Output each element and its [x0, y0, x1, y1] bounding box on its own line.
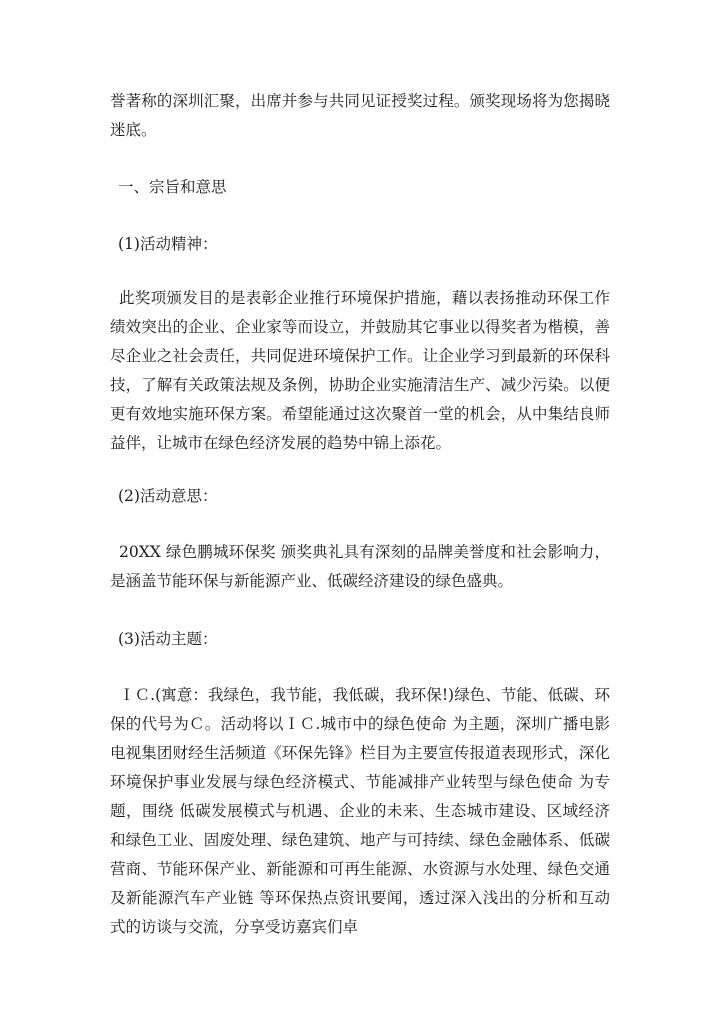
meaning-paragraph: 20XX 绿色鹏城环保奖 颁奖典礼具有深刻的品牌美誉度和社会影响力，是涵盖节能环保与新能源产业、低碳经济建设的绿色盛典。 [110, 543, 610, 590]
spirit-paragraph: 此奖项颁发目的是表彰企业推行环境保护措施，藉以表扬推动环保工作绩效突出的企业、企业家等而设立，并鼓励其它事业以得奖者为楷模，善尽企业之社会责任，共同促进环境保护工作。让企业学习到最新的环保科技，了解有关政策法规及条例，协助企业实施清洁生产、减少污染。以便更有效地实施环保方案。希望能通过这次聚首一堂的机会，从中集结良师益伴，让城市在绿色经济发展的趋势中锦上添花。 [110, 289, 610, 452]
section-heading: 一、宗旨和意思 [118, 178, 227, 196]
intro-paragraph: 誉著称的深圳汇聚，出席并参与共同见证授奖过程。颁奖现场将为您揭晓迷底。 [110, 92, 610, 139]
subsection-heading-theme: (3)活动主题： [118, 630, 218, 648]
theme-paragraph: ＩＣ.(寓意：我绿色，我节能，我低碳，我环保!)绿色、节能、低碳、环保的代号为Ｃ。活动将以ＩＣ.城市中的绿色使命 为主题，深圳广播电影电视集团财经生活频道《环保先锋》栏目为主要宣传报道表现形式，深化 环境保护事业发展与绿色经济模式、节能减排产业转型与绿色使命 为专题，围绕 低碳发展模式与机遇、企业的未来、生态城市建设、区域经济和绿色工业、固废处理、绿色建筑、地产与可持续、绿色金融体系、低碳营商、节能环保产业、新能源和可再生能源、水资源与水处理、绿色交通及新能源汽车产业链 等环保热点资讯要闻，透过深入浅出的分析和互动式的访谈与交流，分享受访嘉宾们卓 [110, 686, 610, 936]
subsection-heading-meaning: (2)活动意思： [118, 487, 218, 505]
subsection-heading-spirit: (1)活动精神： [118, 235, 218, 253]
